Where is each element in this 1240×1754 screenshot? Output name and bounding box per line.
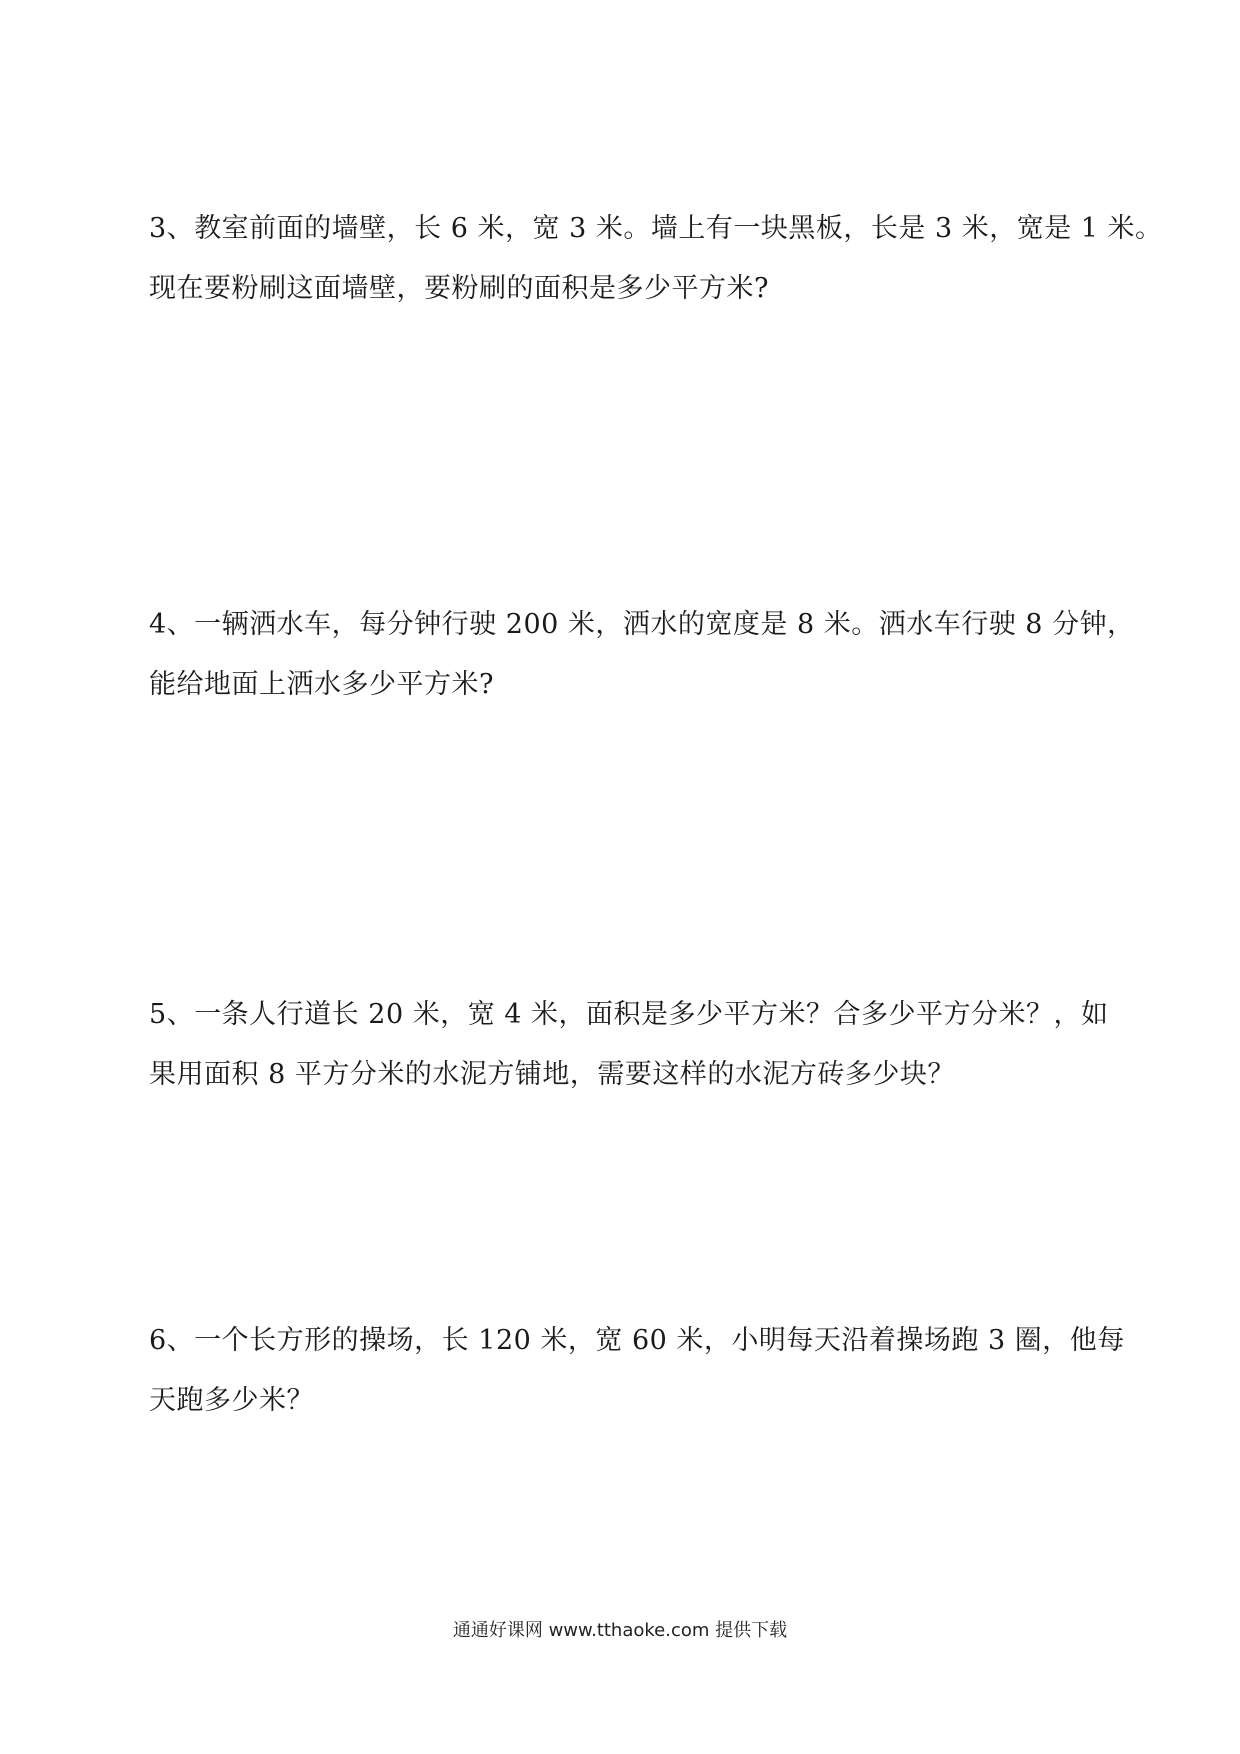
question-3-line-1: 3、教室前面的墙壁，长 6 米，宽 3 米。墙上有一块黑板，长是 3 米，宽是 1 米。 (149, 213, 1163, 244)
question-6-line-2: 天跑多少米？ (149, 1385, 314, 1416)
question-5-line-2: 果用面积 8 平方分米的水泥方铺地，需要这样的水泥方砖多少块？ (149, 1059, 955, 1090)
question-3 (149, 199, 1189, 319)
question-4-line-2: 能给地面上洒水多少平方米? (149, 669, 494, 700)
question-4-line-1: 4、一辆洒水车，每分钟行驶 200 米，洒水的宽度是 8 米。洒水车行驶 8 分钟， (149, 609, 1135, 640)
question-5-line-1: 5、一条人行道长 20 米，宽 4 米，面积是多少平方米？合多少平方分米？，如 (149, 999, 1109, 1030)
question-6-line-1: 6、一个长方形的操场，长 120 米，宽 60 米，小明每天沿着操场跑 3 圈，他每 (149, 1325, 1125, 1356)
question-3-line-2: 现在要粉刷这面墙壁，要粉刷的面积是多少平方米? (149, 273, 769, 304)
question-4 (149, 595, 1189, 715)
question-5 (149, 985, 1189, 1105)
page-footer: 通通好课网 www.tthaoke.com 提供下载 (452, 1620, 788, 1641)
question-6 (149, 1311, 1189, 1431)
